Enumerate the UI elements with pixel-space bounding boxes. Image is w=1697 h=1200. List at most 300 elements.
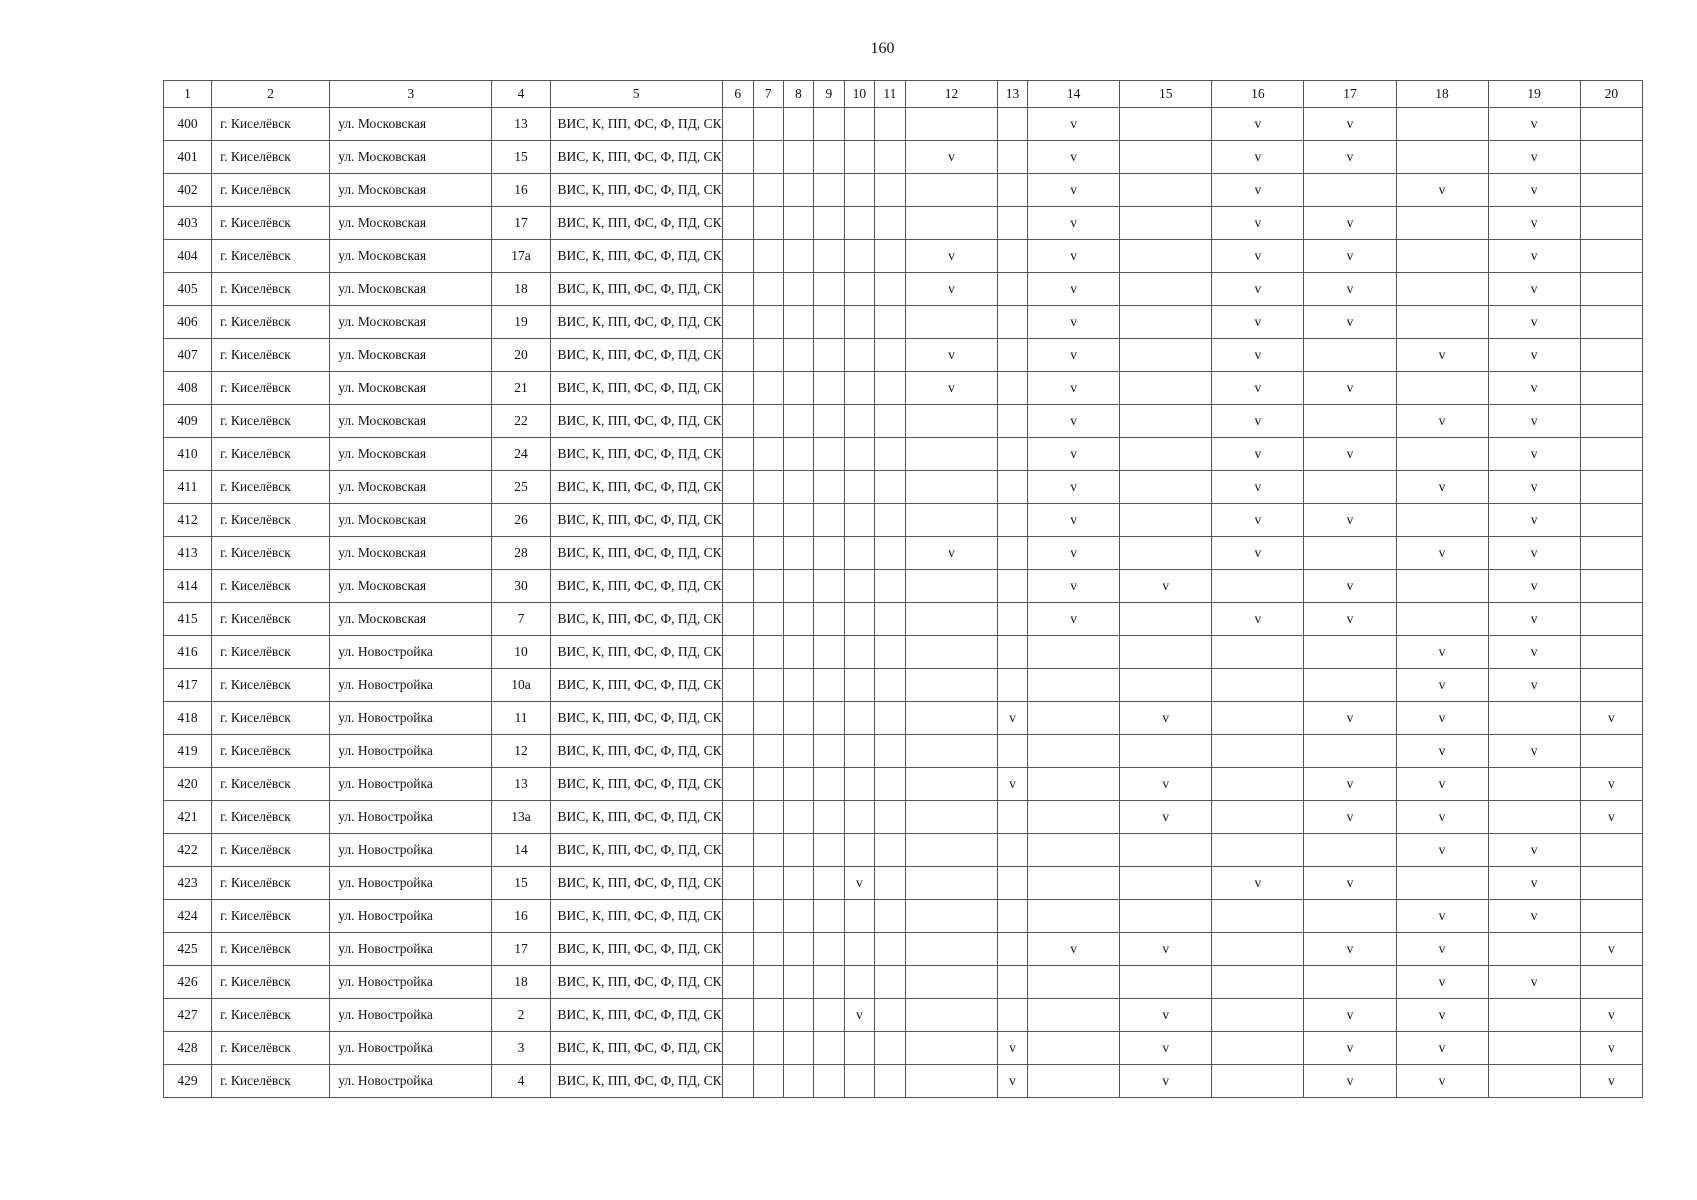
check-mark-cell: v: [1028, 405, 1120, 438]
empty-cell: [844, 834, 874, 867]
empty-cell: [1028, 636, 1120, 669]
house-number-cell: 17а: [492, 240, 550, 273]
city-cell: г. Киселёвск: [212, 603, 330, 636]
empty-cell: [813, 570, 844, 603]
check-mark-cell: v: [1396, 636, 1488, 669]
check-mark-cell: v: [1304, 372, 1396, 405]
works-cell: ВИС, К, ПП, ФС, Ф, ПД, СК: [550, 999, 722, 1032]
check-mark-cell: v: [1488, 372, 1580, 405]
house-number-cell: 12: [492, 735, 550, 768]
empty-cell: [874, 438, 905, 471]
city-cell: г. Киселёвск: [212, 174, 330, 207]
check-mark-cell: v: [1580, 768, 1642, 801]
house-number-cell: 2: [492, 999, 550, 1032]
empty-cell: [844, 933, 874, 966]
street-cell: ул. Московская: [330, 471, 492, 504]
check-mark-cell: v: [1028, 603, 1120, 636]
empty-cell: [753, 306, 783, 339]
house-number-cell: 18: [492, 966, 550, 999]
empty-cell: [1580, 339, 1642, 372]
check-mark-cell: v: [1488, 174, 1580, 207]
empty-cell: [753, 207, 783, 240]
register-table: [163, 80, 1643, 1098]
row-number-cell: 403: [164, 207, 212, 240]
empty-cell: [1304, 537, 1396, 570]
city-cell: г. Киселёвск: [212, 669, 330, 702]
column-header-1: 1: [164, 81, 212, 108]
empty-cell: [722, 999, 753, 1032]
check-mark-cell: v: [998, 1032, 1028, 1065]
check-mark-cell: v: [1488, 141, 1580, 174]
empty-cell: [722, 240, 753, 273]
street-cell: ул. Московская: [330, 207, 492, 240]
empty-cell: [874, 933, 905, 966]
table-row: [164, 768, 1643, 801]
table-row: [164, 339, 1643, 372]
check-mark-cell: v: [1028, 372, 1120, 405]
empty-cell: [1396, 504, 1488, 537]
check-mark-cell: v: [1488, 735, 1580, 768]
table-row: [164, 735, 1643, 768]
city-cell: г. Киселёвск: [212, 372, 330, 405]
empty-cell: [1120, 438, 1212, 471]
house-number-cell: 21: [492, 372, 550, 405]
empty-cell: [813, 735, 844, 768]
check-mark-cell: v: [1304, 999, 1396, 1032]
check-mark-cell: v: [1488, 834, 1580, 867]
empty-cell: [1120, 867, 1212, 900]
empty-cell: [1028, 768, 1120, 801]
works-cell: ВИС, К, ПП, ФС, Ф, ПД, СК: [550, 339, 722, 372]
empty-cell: [905, 636, 997, 669]
column-header-10: 10: [844, 81, 874, 108]
empty-cell: [722, 141, 753, 174]
check-mark-cell: v: [1396, 735, 1488, 768]
empty-cell: [874, 306, 905, 339]
empty-cell: [722, 702, 753, 735]
empty-cell: [1120, 372, 1212, 405]
empty-cell: [1028, 1065, 1120, 1098]
empty-cell: [753, 735, 783, 768]
empty-cell: [783, 504, 813, 537]
empty-cell: [753, 1032, 783, 1065]
check-mark-cell: v: [1304, 108, 1396, 141]
empty-cell: [998, 999, 1028, 1032]
empty-cell: [1304, 900, 1396, 933]
check-mark-cell: v: [1396, 999, 1488, 1032]
empty-cell: [783, 768, 813, 801]
empty-cell: [1212, 801, 1304, 834]
empty-cell: [1120, 636, 1212, 669]
empty-cell: [813, 1065, 844, 1098]
street-cell: ул. Новостройка: [330, 900, 492, 933]
check-mark-cell: v: [1212, 372, 1304, 405]
check-mark-cell: v: [1304, 801, 1396, 834]
works-cell: ВИС, К, ПП, ФС, Ф, ПД, СК: [550, 636, 722, 669]
house-number-cell: 13: [492, 108, 550, 141]
empty-cell: [844, 405, 874, 438]
house-number-cell: 15: [492, 141, 550, 174]
house-number-cell: 16: [492, 900, 550, 933]
house-number-cell: 16: [492, 174, 550, 207]
check-mark-cell: v: [1488, 306, 1580, 339]
row-number-cell: 417: [164, 669, 212, 702]
empty-cell: [722, 273, 753, 306]
works-cell: ВИС, К, ПП, ФС, Ф, ПД, СК: [550, 768, 722, 801]
empty-cell: [813, 207, 844, 240]
table-row: [164, 867, 1643, 900]
city-cell: г. Киселёвск: [212, 339, 330, 372]
empty-cell: [753, 669, 783, 702]
street-cell: ул. Московская: [330, 405, 492, 438]
empty-cell: [1120, 504, 1212, 537]
check-mark-cell: v: [1212, 306, 1304, 339]
works-cell: ВИС, К, ПП, ФС, Ф, ПД, СК: [550, 108, 722, 141]
empty-cell: [874, 768, 905, 801]
street-cell: ул. Новостройка: [330, 834, 492, 867]
empty-cell: [874, 405, 905, 438]
house-number-cell: 26: [492, 504, 550, 537]
empty-cell: [1028, 867, 1120, 900]
city-cell: г. Киселёвск: [212, 636, 330, 669]
check-mark-cell: v: [1212, 108, 1304, 141]
table-row: [164, 405, 1643, 438]
check-mark-cell: v: [1396, 834, 1488, 867]
empty-cell: [1396, 438, 1488, 471]
empty-cell: [1120, 471, 1212, 504]
check-mark-cell: v: [1488, 900, 1580, 933]
city-cell: г. Киселёвск: [212, 306, 330, 339]
check-mark-cell: v: [1304, 933, 1396, 966]
works-cell: ВИС, К, ПП, ФС, Ф, ПД, СК: [550, 405, 722, 438]
empty-cell: [813, 603, 844, 636]
empty-cell: [844, 900, 874, 933]
empty-cell: [905, 900, 997, 933]
column-header-16: 16: [1212, 81, 1304, 108]
empty-cell: [874, 669, 905, 702]
empty-cell: [1028, 966, 1120, 999]
check-mark-cell: v: [1488, 669, 1580, 702]
empty-cell: [905, 603, 997, 636]
row-number-cell: 414: [164, 570, 212, 603]
empty-cell: [783, 372, 813, 405]
empty-cell: [783, 999, 813, 1032]
empty-cell: [753, 1065, 783, 1098]
empty-cell: [874, 834, 905, 867]
works-cell: ВИС, К, ПП, ФС, Ф, ПД, СК: [550, 504, 722, 537]
column-header-14: 14: [1028, 81, 1120, 108]
empty-cell: [905, 834, 997, 867]
empty-cell: [874, 174, 905, 207]
check-mark-cell: v: [1304, 603, 1396, 636]
empty-cell: [813, 306, 844, 339]
empty-cell: [1580, 636, 1642, 669]
check-mark-cell: v: [1488, 504, 1580, 537]
empty-cell: [783, 108, 813, 141]
empty-cell: [753, 438, 783, 471]
works-cell: ВИС, К, ПП, ФС, Ф, ПД, СК: [550, 603, 722, 636]
empty-cell: [874, 537, 905, 570]
check-mark-cell: v: [1120, 999, 1212, 1032]
house-number-cell: 14: [492, 834, 550, 867]
empty-cell: [844, 735, 874, 768]
city-cell: г. Киселёвск: [212, 141, 330, 174]
city-cell: г. Киселёвск: [212, 570, 330, 603]
works-cell: ВИС, К, ПП, ФС, Ф, ПД, СК: [550, 933, 722, 966]
empty-cell: [753, 999, 783, 1032]
empty-cell: [1396, 108, 1488, 141]
empty-cell: [1212, 1065, 1304, 1098]
empty-cell: [844, 174, 874, 207]
empty-cell: [1580, 867, 1642, 900]
empty-cell: [844, 339, 874, 372]
empty-cell: [844, 636, 874, 669]
empty-cell: [1580, 603, 1642, 636]
table-row: [164, 834, 1643, 867]
works-cell: ВИС, К, ПП, ФС, Ф, ПД, СК: [550, 1065, 722, 1098]
empty-cell: [1212, 966, 1304, 999]
empty-cell: [1580, 834, 1642, 867]
empty-cell: [753, 933, 783, 966]
empty-cell: [874, 372, 905, 405]
empty-cell: [844, 141, 874, 174]
check-mark-cell: v: [844, 867, 874, 900]
empty-cell: [1580, 306, 1642, 339]
empty-cell: [998, 273, 1028, 306]
empty-cell: [783, 900, 813, 933]
empty-cell: [1028, 669, 1120, 702]
check-mark-cell: v: [1120, 570, 1212, 603]
column-header-3: 3: [330, 81, 492, 108]
check-mark-cell: v: [1580, 1065, 1642, 1098]
check-mark-cell: v: [1212, 339, 1304, 372]
empty-cell: [998, 405, 1028, 438]
empty-cell: [753, 537, 783, 570]
empty-cell: [1304, 669, 1396, 702]
column-header-5: 5: [550, 81, 722, 108]
empty-cell: [1304, 735, 1396, 768]
empty-cell: [844, 471, 874, 504]
city-cell: г. Киселёвск: [212, 801, 330, 834]
empty-cell: [905, 768, 997, 801]
check-mark-cell: v: [1304, 504, 1396, 537]
house-number-cell: 3: [492, 1032, 550, 1065]
row-number-cell: 413: [164, 537, 212, 570]
row-number-cell: 416: [164, 636, 212, 669]
empty-cell: [1120, 306, 1212, 339]
empty-cell: [1212, 570, 1304, 603]
empty-cell: [1212, 636, 1304, 669]
check-mark-cell: v: [1212, 405, 1304, 438]
empty-cell: [1120, 174, 1212, 207]
empty-cell: [998, 471, 1028, 504]
check-mark-cell: v: [1028, 471, 1120, 504]
empty-cell: [813, 636, 844, 669]
empty-cell: [722, 669, 753, 702]
city-cell: г. Киселёвск: [212, 108, 330, 141]
empty-cell: [813, 141, 844, 174]
row-number-cell: 406: [164, 306, 212, 339]
empty-cell: [1580, 966, 1642, 999]
row-number-cell: 427: [164, 999, 212, 1032]
street-cell: ул. Новостройка: [330, 966, 492, 999]
empty-cell: [722, 207, 753, 240]
empty-cell: [905, 108, 997, 141]
empty-cell: [783, 1032, 813, 1065]
column-header-20: 20: [1580, 81, 1642, 108]
empty-cell: [813, 768, 844, 801]
check-mark-cell: v: [1488, 273, 1580, 306]
empty-cell: [874, 1065, 905, 1098]
empty-cell: [844, 768, 874, 801]
empty-cell: [722, 867, 753, 900]
city-cell: г. Киселёвск: [212, 966, 330, 999]
street-cell: ул. Московская: [330, 438, 492, 471]
check-mark-cell: v: [1396, 801, 1488, 834]
check-mark-cell: v: [998, 768, 1028, 801]
row-number-cell: 415: [164, 603, 212, 636]
check-mark-cell: v: [1396, 669, 1488, 702]
works-cell: ВИС, К, ПП, ФС, Ф, ПД, СК: [550, 669, 722, 702]
empty-cell: [998, 207, 1028, 240]
empty-cell: [998, 537, 1028, 570]
empty-cell: [1028, 801, 1120, 834]
empty-cell: [874, 108, 905, 141]
house-number-cell: 17: [492, 207, 550, 240]
check-mark-cell: v: [1028, 570, 1120, 603]
check-mark-cell: v: [1304, 702, 1396, 735]
empty-cell: [874, 339, 905, 372]
check-mark-cell: v: [1212, 273, 1304, 306]
empty-cell: [998, 141, 1028, 174]
empty-cell: [783, 702, 813, 735]
empty-cell: [1580, 438, 1642, 471]
empty-cell: [905, 405, 997, 438]
empty-cell: [1028, 702, 1120, 735]
check-mark-cell: v: [1304, 1032, 1396, 1065]
empty-cell: [753, 570, 783, 603]
table-row: [164, 372, 1643, 405]
street-cell: ул. Московская: [330, 240, 492, 273]
empty-cell: [905, 1065, 997, 1098]
empty-cell: [874, 207, 905, 240]
empty-cell: [1120, 108, 1212, 141]
empty-cell: [1120, 339, 1212, 372]
check-mark-cell: v: [905, 537, 997, 570]
check-mark-cell: v: [1488, 108, 1580, 141]
table-row: [164, 471, 1643, 504]
empty-cell: [1120, 207, 1212, 240]
empty-cell: [1120, 240, 1212, 273]
empty-cell: [905, 570, 997, 603]
empty-cell: [1212, 669, 1304, 702]
empty-cell: [1396, 306, 1488, 339]
house-number-cell: 11: [492, 702, 550, 735]
street-cell: ул. Новостройка: [330, 702, 492, 735]
row-number-cell: 428: [164, 1032, 212, 1065]
empty-cell: [722, 900, 753, 933]
check-mark-cell: v: [1304, 438, 1396, 471]
row-number-cell: 419: [164, 735, 212, 768]
empty-cell: [783, 636, 813, 669]
empty-cell: [1580, 669, 1642, 702]
check-mark-cell: v: [1580, 801, 1642, 834]
empty-cell: [844, 801, 874, 834]
empty-cell: [722, 306, 753, 339]
empty-cell: [722, 471, 753, 504]
check-mark-cell: v: [1488, 471, 1580, 504]
empty-cell: [753, 834, 783, 867]
check-mark-cell: v: [1028, 141, 1120, 174]
city-cell: г. Киселёвск: [212, 1032, 330, 1065]
works-cell: ВИС, К, ПП, ФС, Ф, ПД, СК: [550, 537, 722, 570]
check-mark-cell: v: [1580, 702, 1642, 735]
empty-cell: [753, 339, 783, 372]
check-mark-cell: v: [1304, 306, 1396, 339]
empty-cell: [1580, 273, 1642, 306]
street-cell: ул. Новостройка: [330, 768, 492, 801]
empty-cell: [874, 801, 905, 834]
street-cell: ул. Новостройка: [330, 669, 492, 702]
check-mark-cell: v: [1396, 702, 1488, 735]
table-row: [164, 1065, 1643, 1098]
empty-cell: [753, 768, 783, 801]
empty-cell: [783, 207, 813, 240]
check-mark-cell: v: [1304, 240, 1396, 273]
empty-cell: [998, 636, 1028, 669]
empty-cell: [844, 702, 874, 735]
check-mark-cell: v: [1212, 174, 1304, 207]
table-row: [164, 438, 1643, 471]
empty-cell: [905, 867, 997, 900]
row-number-cell: 410: [164, 438, 212, 471]
check-mark-cell: v: [1028, 339, 1120, 372]
check-mark-cell: v: [1396, 768, 1488, 801]
empty-cell: [722, 504, 753, 537]
empty-cell: [783, 273, 813, 306]
works-cell: ВИС, К, ПП, ФС, Ф, ПД, СК: [550, 867, 722, 900]
check-mark-cell: v: [1212, 867, 1304, 900]
empty-cell: [753, 504, 783, 537]
empty-cell: [783, 603, 813, 636]
empty-cell: [998, 504, 1028, 537]
row-number-cell: 409: [164, 405, 212, 438]
row-number-cell: 405: [164, 273, 212, 306]
empty-cell: [722, 603, 753, 636]
empty-cell: [1580, 471, 1642, 504]
empty-cell: [813, 801, 844, 834]
empty-cell: [1396, 867, 1488, 900]
empty-cell: [1396, 273, 1488, 306]
empty-cell: [1212, 768, 1304, 801]
works-cell: ВИС, К, ПП, ФС, Ф, ПД, СК: [550, 240, 722, 273]
street-cell: ул. Московская: [330, 108, 492, 141]
works-cell: ВИС, К, ПП, ФС, Ф, ПД, СК: [550, 570, 722, 603]
check-mark-cell: v: [1304, 570, 1396, 603]
empty-cell: [905, 933, 997, 966]
page-number: 160: [870, 40, 895, 57]
empty-cell: [874, 603, 905, 636]
empty-cell: [722, 966, 753, 999]
works-cell: ВИС, К, ПП, ФС, Ф, ПД, СК: [550, 702, 722, 735]
empty-cell: [783, 735, 813, 768]
empty-cell: [722, 339, 753, 372]
check-mark-cell: v: [1212, 471, 1304, 504]
empty-cell: [1212, 702, 1304, 735]
city-cell: г. Киселёвск: [212, 867, 330, 900]
empty-cell: [1488, 933, 1580, 966]
column-header-17: 17: [1304, 81, 1396, 108]
